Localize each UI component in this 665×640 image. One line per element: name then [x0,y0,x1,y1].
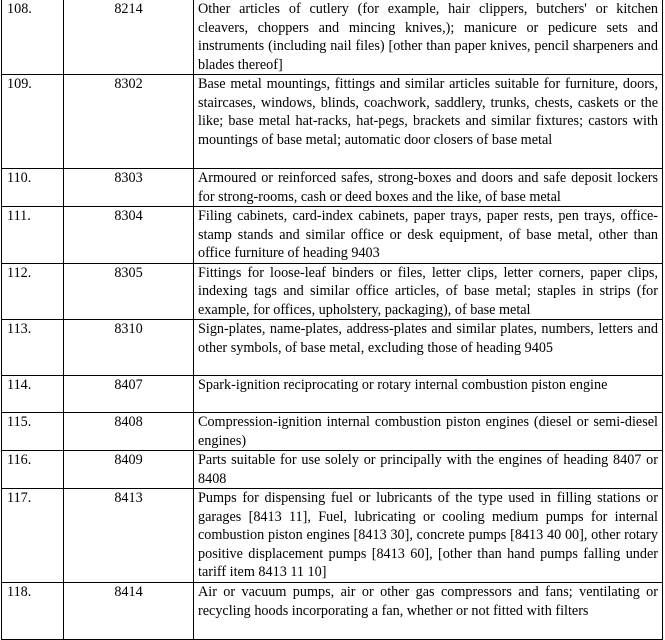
serial-number: 113. [7,321,32,337]
serial-number-cell [2,413,64,451]
description-cell [194,169,663,207]
table-row [2,169,663,207]
goods-description: Sign-plates, name-plates, address-plates and similar plates, numbers, letters and other symbols, of base metal, excluding those of heading 9405 [198,321,658,356]
serial-number-cell [2,75,64,169]
serial-number: 118. [7,584,32,600]
serial-number-cell [2,489,64,583]
table-row [2,207,663,264]
heading-code: 8310 [114,321,143,337]
description-cell [194,207,663,264]
serial-number-cell [2,376,64,413]
heading-code-cell [64,207,194,264]
goods-description: Pumps for dispensing fuel or lubricants of the type used in filling stations or garages [8413 11], Fuel, lubricating or cooling medium pumps for internal combustion piston engines [8413 30], concrete pumps [8413 40 00], other rotary positive displacement pumps [8413 60], [other than hand pumps falling under tariff item 8413 11 10] [198,490,658,580]
serial-number: 112. [7,264,32,281]
goods-description: Other articles of cutlery (for example, hair clippers, butchers' or kitchen cleavers, choppers and mincing knives,); manicure or pedicure sets and instruments (including nail files) [other than paper knives, pencil sharpeners and blades thereof] [198,1,658,73]
serial-number: 117. [7,490,32,506]
heading-code-cell [64,451,194,489]
table-row [2,320,663,376]
description-cell [194,0,663,75]
goods-description: Filing cabinets, card-index cabinets, paper trays, paper rests, pen trays, office-stamp stands and similar office or desk equipment, of base metal, other than office furniture of heading 9403 [198,208,658,261]
heading-code: 8214 [114,1,143,17]
serial-number-cell [2,207,64,264]
table-row [2,75,663,169]
heading-code-cell [64,583,194,640]
serial-number-cell [2,0,64,75]
serial-number: 108. [7,1,32,17]
description-cell [194,263,663,320]
description-cell [194,376,663,413]
serial-number-cell [2,263,64,320]
description-cell [194,320,663,376]
serial-number: 114. [7,377,32,393]
heading-code-cell [64,169,194,207]
heading-code-cell [64,263,194,320]
heading-code-cell [64,413,194,451]
description-cell [194,451,663,489]
description-cell [194,583,663,640]
heading-code: 8407 [114,377,143,393]
heading-code: 8408 [114,414,143,430]
heading-code: 8303 [114,170,143,186]
heading-code: 8414 [114,584,143,600]
goods-description: Armoured or reinforced safes, strong-boxes and doors and safe deposit lockers for strong-rooms, cash or deed boxes and the like, of base metal [198,170,658,205]
description-cell [194,413,663,451]
serial-number-cell [2,169,64,207]
heading-code-cell [64,0,194,75]
heading-code-cell [64,75,194,169]
goods-description: Spark-ignition reciprocating or rotary internal combustion piston engine [198,377,608,393]
serial-number-cell [2,320,64,376]
heading-code-cell [64,489,194,583]
heading-code: 8304 [114,208,143,224]
heading-code: 8305 [114,264,143,281]
table-row [2,0,663,75]
goods-description: Fittings for loose-leaf binders or files, letter clips, letter corners, paper clips, indexing tags and similar office articles, of base metal; staples in strips (for example, for offices, upholstery, packaging), of base metal [198,264,658,318]
serial-number: 109. [7,76,32,92]
serial-number-cell [2,583,64,640]
heading-code-cell [64,320,194,376]
heading-code: 8302 [114,76,143,92]
serial-number: 116. [7,452,32,468]
heading-code-cell [64,376,194,413]
tariff-table [1,0,663,640]
table-row [2,583,663,640]
description-cell [194,75,663,169]
goods-description: Air or vacuum pumps, air or other gas compressors and fans; ventilating or recycling hoods incorporating a fan, whether or not fitted with filters [198,584,658,619]
table-row [2,451,663,489]
serial-number-cell [2,451,64,489]
goods-description: Base metal mountings, fittings and similar articles suitable for furniture, doors, staircases, windows, blinds, coachwork, saddlery, trunks, chests, caskets or the like; base metal hat-racks, hat-pegs, brackets and similar fixtures; castors with mountings of base metal; automatic door closers of base metal [198,76,658,148]
serial-number: 111. [7,208,31,224]
table-row [2,489,663,583]
goods-description: Compression-ignition internal combustion piston engines (diesel or semi-diesel engines) [198,414,658,449]
tariff-table-body [2,0,663,640]
description-cell [194,489,663,583]
heading-code: 8409 [114,452,143,468]
table-row [2,413,663,451]
heading-code: 8413 [114,490,143,506]
table-row [2,263,663,320]
goods-description: Parts suitable for use solely or principally with the engines of heading 8407 or 8408 [198,452,658,487]
serial-number: 110. [7,170,32,186]
table-row [2,376,663,413]
serial-number: 115. [7,414,32,430]
